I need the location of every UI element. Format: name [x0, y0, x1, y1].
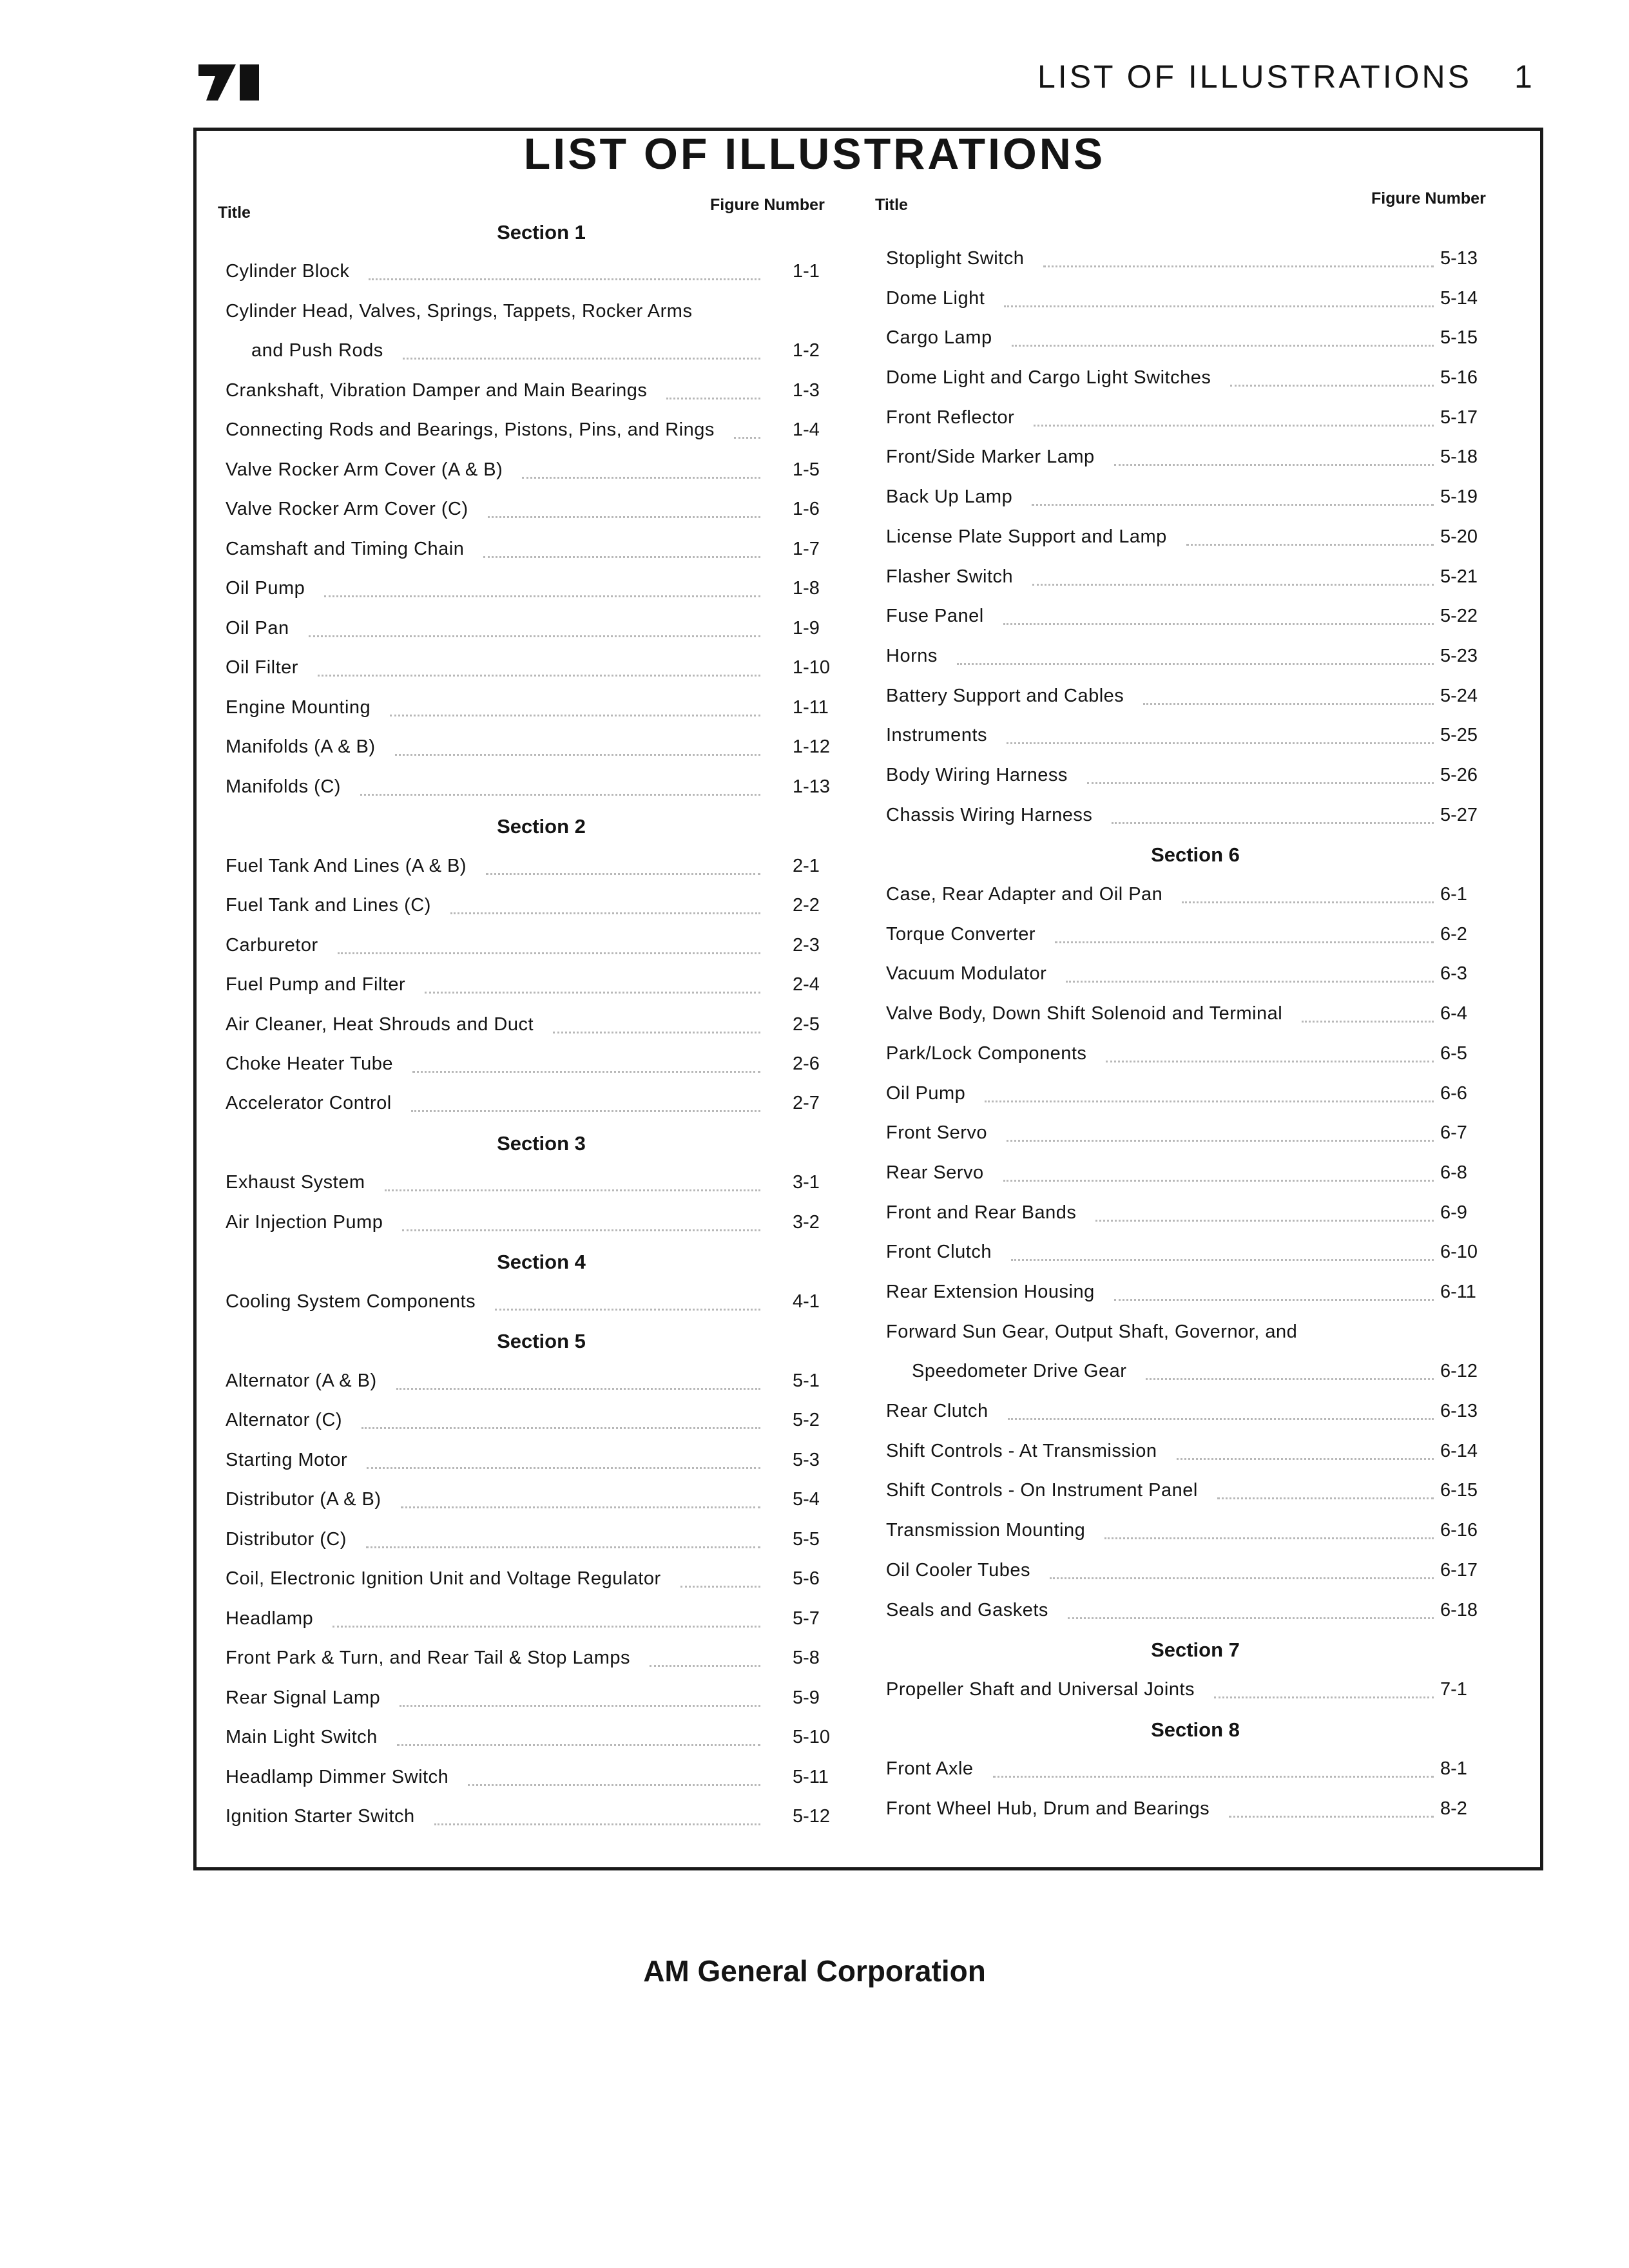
leader-dots	[993, 1776, 1434, 1778]
leader-dots	[360, 794, 760, 796]
illustration-title: Alternator (A & B)	[226, 1370, 377, 1391]
leader-dots	[1034, 425, 1434, 427]
illustration-title: Seals and Gaskets	[886, 1599, 1048, 1620]
figure-number: 6-5	[1440, 1043, 1467, 1064]
leader-dots	[1177, 1458, 1434, 1460]
figure-number: 2-3	[793, 934, 820, 956]
figure-number: 5-9	[793, 1687, 820, 1708]
figure-number: 6-16	[1440, 1520, 1478, 1541]
figure-number: 6-14	[1440, 1440, 1478, 1461]
illustration-title: Fuse Panel	[886, 606, 984, 627]
figure-number: 5-8	[793, 1648, 820, 1669]
leader-dots	[1182, 901, 1434, 903]
illustration-title: Crankshaft, Vibration Damper and Main Bearings	[226, 380, 648, 401]
illustration-title: Speedometer Drive Gear	[912, 1361, 1127, 1382]
figure-number: 2-1	[793, 855, 820, 876]
illustration-title: Distributor (C)	[226, 1528, 347, 1550]
leader-dots	[400, 1705, 760, 1707]
figure-number: 5-27	[1440, 804, 1478, 825]
illustration-title: Instruments	[886, 725, 987, 746]
figure-number: 5-12	[793, 1806, 831, 1827]
figure-number: 6-8	[1440, 1162, 1467, 1183]
figure-number: 3-1	[793, 1172, 820, 1193]
leader-dots	[361, 1427, 760, 1429]
illustration-title: Dome Light and Cargo Light Switches	[886, 367, 1211, 389]
illustration-title: Valve Rocker Arm Cover (A & B)	[226, 459, 503, 480]
leader-dots	[1217, 1497, 1434, 1499]
illustration-title: Ignition Starter Switch	[226, 1806, 415, 1827]
figure-number: 2-6	[793, 1053, 820, 1074]
leader-dots	[1114, 1299, 1434, 1301]
leader-dots	[1043, 265, 1434, 267]
illustration-title: Front/Side Marker Lamp	[886, 447, 1095, 468]
illustration-title: Back Up Lamp	[886, 486, 1013, 508]
leader-dots	[483, 556, 760, 558]
illustration-title: Accelerator Control	[226, 1093, 392, 1114]
leader-dots	[1114, 464, 1434, 466]
leader-dots	[1229, 1816, 1434, 1818]
figure-number: 1-1	[793, 261, 820, 282]
col1-title-header: Title	[218, 204, 251, 222]
illustration-title: Torque Converter	[886, 923, 1036, 945]
leader-dots	[1214, 1696, 1434, 1698]
illustration-title: Cooling System Components	[226, 1291, 476, 1312]
figure-number: 6-7	[1440, 1122, 1467, 1144]
illustration-title: Carburetor	[226, 934, 318, 956]
figure-number: 6-11	[1440, 1282, 1476, 1302]
figure-number: 5-2	[793, 1410, 820, 1431]
illustration-title: Front Reflector	[886, 407, 1015, 428]
figure-number: 6-15	[1440, 1480, 1478, 1501]
figure-number: 5-15	[1440, 327, 1478, 349]
illustration-title: Rear Servo	[886, 1162, 984, 1183]
illustration-title: Rear Clutch	[886, 1401, 988, 1422]
illustration-title: Rear Extension Housing	[886, 1282, 1095, 1302]
leader-dots	[522, 477, 760, 479]
leader-dots	[1003, 623, 1434, 625]
leader-dots	[338, 952, 760, 954]
leader-dots	[734, 437, 760, 439]
illustration-title: Case, Rear Adapter and Oil Pan	[886, 884, 1163, 905]
illustration-title: License Plate Support and Lamp	[886, 526, 1167, 547]
leader-dots	[1302, 1021, 1434, 1023]
illustration-title: and Push Rods	[251, 340, 383, 361]
leader-dots	[650, 1665, 760, 1667]
leader-dots	[488, 516, 760, 518]
leader-dots	[395, 754, 760, 756]
am-general-logo-icon	[198, 62, 263, 102]
figure-number: 1-11	[793, 697, 829, 718]
illustration-title: Forward Sun Gear, Output Shaft, Governor, and	[886, 1321, 1298, 1342]
page-title: LIST OF ILLUSTRATIONS	[523, 130, 1106, 178]
illustration-title: Manifolds (A & B)	[226, 736, 376, 758]
figure-number: 5-10	[793, 1727, 831, 1748]
section-heading: Section 6	[1151, 843, 1240, 867]
figure-number: 5-13	[1440, 248, 1478, 269]
leader-dots	[1112, 822, 1434, 824]
leader-dots	[367, 1467, 760, 1469]
illustration-title: Oil Pan	[226, 617, 289, 639]
figure-number: 5-26	[1440, 765, 1478, 785]
figure-number: 2-4	[793, 974, 820, 995]
figure-number: 6-2	[1440, 923, 1467, 945]
leader-dots	[1143, 703, 1434, 705]
figure-number: 6-12	[1440, 1361, 1478, 1382]
col2-title-header: Title	[875, 196, 908, 214]
leader-dots	[1012, 345, 1434, 347]
leader-dots	[1011, 1259, 1434, 1261]
illustration-title: Body Wiring Harness	[886, 765, 1068, 785]
figure-number: 5-11	[793, 1766, 829, 1787]
leader-dots	[680, 1586, 760, 1588]
illustration-title: Park/Lock Components	[886, 1043, 1087, 1064]
figure-number: 7-1	[1440, 1678, 1467, 1700]
illustration-title: Cylinder Head, Valves, Springs, Tappets, Rocker Arms	[226, 300, 693, 322]
leader-dots	[1186, 544, 1434, 546]
leader-dots	[402, 1229, 760, 1231]
figure-number: 6-1	[1440, 884, 1467, 905]
figure-number: 5-25	[1440, 725, 1478, 746]
leader-dots	[1004, 305, 1434, 307]
figure-number: 5-24	[1440, 685, 1478, 706]
illustration-title: Air Cleaner, Heat Shrouds and Duct	[226, 1014, 534, 1035]
figure-number: 6-6	[1440, 1082, 1467, 1104]
page-number: 1	[1514, 59, 1532, 95]
illustration-title: Choke Heater Tube	[226, 1053, 393, 1074]
figure-number: 6-3	[1440, 963, 1467, 985]
illustration-title: Headlamp	[226, 1608, 314, 1629]
illustration-title: Alternator (C)	[226, 1410, 343, 1431]
figure-number: 1-7	[793, 538, 820, 559]
figure-number: 5-3	[793, 1449, 820, 1470]
leader-dots	[985, 1100, 1434, 1102]
figure-number: 1-2	[793, 340, 820, 361]
footer-publisher: AM General Corporation	[643, 1954, 986, 1988]
figure-number: 5-7	[793, 1608, 820, 1629]
figure-number: 3-2	[793, 1211, 820, 1233]
figure-number: 6-13	[1440, 1401, 1478, 1422]
col1-figure-number-header: Figure Number	[710, 196, 825, 214]
section-heading: Section 3	[497, 1131, 586, 1155]
illustration-title: Rear Signal Lamp	[226, 1687, 381, 1708]
leader-dots	[390, 715, 760, 716]
figure-number: 5-17	[1440, 407, 1478, 428]
leader-dots	[1104, 1537, 1434, 1539]
figure-number: 5-21	[1440, 566, 1478, 587]
figure-number: 2-7	[793, 1093, 820, 1114]
illustration-title: Shift Controls - At Transmission	[886, 1440, 1157, 1461]
leader-dots	[411, 1110, 760, 1112]
leader-dots	[553, 1032, 760, 1033]
illustration-title: Battery Support and Cables	[886, 685, 1124, 706]
section-heading: Section 5	[497, 1330, 586, 1353]
leader-dots	[495, 1309, 760, 1311]
leader-dots	[1095, 1220, 1434, 1222]
illustration-title: Fuel Pump and Filter	[226, 974, 406, 995]
illustration-title: Front Clutch	[886, 1242, 992, 1263]
illustration-title: Distributor (A & B)	[226, 1489, 381, 1510]
leader-dots	[468, 1784, 760, 1786]
figure-number: 1-9	[793, 617, 820, 639]
leader-dots	[1007, 1140, 1434, 1142]
leader-dots	[666, 398, 760, 399]
section-heading: Section 1	[497, 221, 586, 244]
figure-number: 1-12	[793, 736, 831, 758]
leader-dots	[333, 1626, 760, 1628]
figure-number: 5-16	[1440, 367, 1478, 389]
illustration-title: Front Park & Turn, and Rear Tail & Stop Lamps	[226, 1648, 631, 1669]
leader-dots	[396, 1388, 760, 1390]
figure-number: 1-4	[793, 419, 820, 441]
illustration-title: Vacuum Modulator	[886, 963, 1047, 985]
illustration-title: Exhaust System	[226, 1172, 365, 1193]
figure-number: 5-20	[1440, 526, 1478, 547]
leader-dots	[1003, 1180, 1434, 1182]
figure-number: 1-10	[793, 657, 831, 678]
illustration-title: Stoplight Switch	[886, 248, 1025, 269]
leader-dots	[1055, 941, 1434, 943]
figure-number: 5-23	[1440, 645, 1478, 666]
illustration-title: Main Light Switch	[226, 1727, 378, 1748]
figure-number: 5-14	[1440, 287, 1478, 309]
leader-dots	[1066, 981, 1434, 983]
figure-number: 1-13	[793, 776, 831, 797]
illustration-title: Oil Filter	[226, 657, 298, 678]
figure-number: 5-4	[793, 1489, 820, 1510]
figure-number: 1-8	[793, 578, 820, 599]
section-heading: Section 4	[497, 1251, 586, 1274]
running-header-title: LIST OF ILLUSTRATIONS	[1037, 59, 1472, 95]
illustration-title: Flasher Switch	[886, 566, 1014, 587]
leader-dots	[1106, 1061, 1434, 1062]
illustration-title: Oil Pump	[226, 578, 305, 599]
leader-dots	[957, 663, 1434, 665]
figure-number: 6-10	[1440, 1242, 1478, 1263]
illustration-title: Chassis Wiring Harness	[886, 804, 1093, 825]
leader-dots	[1230, 385, 1434, 387]
illustration-title: Cargo Lamp	[886, 327, 992, 349]
leader-dots	[324, 595, 760, 597]
illustration-title: Oil Cooler Tubes	[886, 1559, 1030, 1581]
leader-dots	[1032, 584, 1434, 586]
leader-dots	[450, 912, 760, 914]
illustration-title: Manifolds (C)	[226, 776, 341, 797]
illustration-title: Starting Motor	[226, 1449, 348, 1470]
illustration-title: Engine Mounting	[226, 697, 371, 718]
leader-dots	[366, 1546, 760, 1548]
illustration-title: Valve Rocker Arm Cover (C)	[226, 499, 468, 520]
leader-dots	[1032, 504, 1434, 506]
illustration-title: Fuel Tank and Lines (C)	[226, 895, 431, 916]
leader-dots	[1087, 782, 1434, 784]
leader-dots	[425, 992, 760, 994]
leader-dots	[1068, 1617, 1434, 1619]
leader-dots	[318, 675, 760, 677]
illustration-title: Front Wheel Hub, Drum and Bearings	[886, 1798, 1210, 1819]
leader-dots	[1050, 1577, 1434, 1579]
figure-number: 2-5	[793, 1014, 820, 1035]
leader-dots	[1146, 1378, 1434, 1380]
illustration-title: Shift Controls - On Instrument Panel	[886, 1480, 1198, 1501]
figure-number: 1-6	[793, 499, 820, 520]
leader-dots	[1008, 1418, 1434, 1420]
illustration-title: Oil Pump	[886, 1082, 966, 1104]
leader-dots	[385, 1189, 760, 1191]
figure-number: 5-1	[793, 1370, 820, 1391]
illustration-title: Valve Body, Down Shift Solenoid and Terminal	[886, 1003, 1283, 1024]
illustration-title: Horns	[886, 645, 938, 666]
leader-dots	[486, 873, 760, 875]
illustration-title: Front Axle	[886, 1758, 974, 1780]
illustration-title: Front Servo	[886, 1122, 987, 1144]
figure-number: 6-18	[1440, 1599, 1478, 1620]
leader-dots	[412, 1071, 760, 1073]
illustration-title: Air Injection Pump	[226, 1211, 383, 1233]
figure-number: 5-19	[1440, 486, 1478, 508]
illustration-title: Front and Rear Bands	[886, 1202, 1077, 1223]
illustration-title: Fuel Tank And Lines (A & B)	[226, 855, 467, 876]
illustration-title: Dome Light	[886, 287, 985, 309]
illustration-title: Propeller Shaft and Universal Joints	[886, 1678, 1195, 1700]
figure-number: 8-2	[1440, 1798, 1467, 1819]
figure-number: 5-22	[1440, 606, 1478, 627]
leader-dots	[403, 358, 760, 360]
figure-number: 5-18	[1440, 447, 1478, 468]
section-heading: Section 2	[497, 815, 586, 838]
figure-number: 8-1	[1440, 1758, 1467, 1780]
illustration-title: Cylinder Block	[226, 261, 350, 282]
illustration-title: Coil, Electronic Ignition Unit and Voltage Regulator	[226, 1568, 661, 1590]
illustration-title: Headlamp Dimmer Switch	[226, 1766, 449, 1787]
figure-number: 1-5	[793, 459, 820, 480]
leader-dots	[309, 635, 760, 637]
col2-figure-number-header: Figure Number	[1371, 189, 1486, 207]
figure-number: 6-9	[1440, 1202, 1467, 1223]
leader-dots	[369, 278, 760, 280]
section-heading: Section 8	[1151, 1718, 1240, 1741]
figure-number: 4-1	[793, 1291, 820, 1312]
figure-number: 6-17	[1440, 1559, 1478, 1581]
leader-dots	[434, 1823, 760, 1825]
illustration-title: Connecting Rods and Bearings, Pistons, Pins, and Rings	[226, 419, 715, 441]
illustration-title: Transmission Mounting	[886, 1520, 1086, 1541]
figure-number: 1-3	[793, 380, 820, 401]
leader-dots	[397, 1744, 760, 1746]
illustration-title: Camshaft and Timing Chain	[226, 538, 465, 559]
figure-number: 2-2	[793, 895, 820, 916]
figure-number: 6-4	[1440, 1003, 1467, 1024]
section-heading: Section 7	[1151, 1639, 1240, 1662]
figure-number: 5-6	[793, 1568, 820, 1590]
leader-dots	[1007, 742, 1434, 744]
figure-number: 5-5	[793, 1528, 820, 1550]
leader-dots	[401, 1506, 760, 1508]
